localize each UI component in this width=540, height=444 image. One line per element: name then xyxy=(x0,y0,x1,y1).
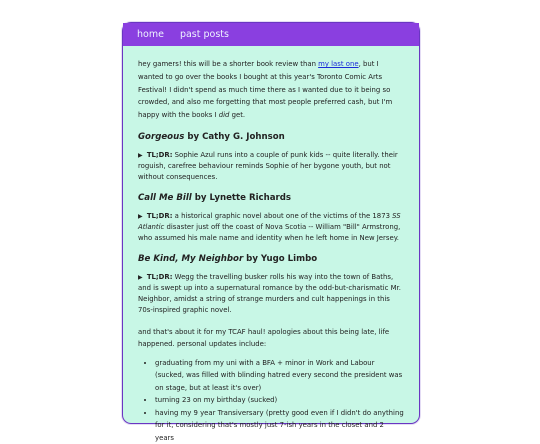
tldr-details-be-kind[interactable]: ▶ TL;DR: Wegg the travelling busker rolls his way into the town of Baths, and is swept up into a supernatural romance by the odd-but-charismatic Mr. Neighbor, amidst a string of strange murders and cult happenings in this 70s-inspired graphic novel. xyxy=(138,272,401,314)
intro-paragraph: hey gamers! this will be a shorter book review than my last one, but I wanted to go over the books I bought at this year's Toronto Comic Arts Festival! I didn't spend as much time there as I wanted due to it being so crowded, and also me forgetting that most people preferred cash, but I'm happy with the books I did get. xyxy=(138,60,393,120)
review-heading-gorgeous: Gorgeous by Cathy G. Johnson xyxy=(138,131,285,142)
disclosure-triangle-icon[interactable]: ▶ xyxy=(138,151,143,159)
tldr-details-call-me-bill[interactable]: ▶ TL;DR: a historical graphic novel about one of the victims of the 1873 SS Atlantic disaster just off the coast of Nova Scotia -- William "Bill" Armstrong, who assumed his male name and identity when he left home in New Jersey. xyxy=(138,211,401,242)
nav-home-link[interactable]: home xyxy=(137,29,164,40)
disclosure-triangle-icon[interactable]: ▶ xyxy=(138,273,143,281)
top-nav xyxy=(123,23,419,46)
blog-card xyxy=(122,22,420,442)
review-heading-be-kind: Be Kind, My Neighbor by Yugo Limbo xyxy=(138,253,318,264)
disclosure-triangle-icon[interactable]: ▶ xyxy=(138,212,143,220)
last-review-link[interactable]: my last one xyxy=(318,60,359,68)
list-item: • turning 23 on my birthday (sucked) xyxy=(155,394,405,407)
list-item: • graduating from my uni with a BFA + minor in Work and Labour (sucked, was filled with blinding hatred every second the president was on stage, but at least it's over) xyxy=(155,357,405,395)
nav-past-posts-link[interactable]: past posts xyxy=(179,29,229,40)
personal-updates-list xyxy=(138,357,405,444)
tldr-details-gorgeous[interactable]: ▶ TL;DR: Sophie Azul runs into a couple of punk kids -- quite literally. their roguish, carefree behaviour reminds Sophie of her bygone youth, but not without consequences. xyxy=(138,150,398,181)
outro-paragraph: and that's about it for my TCAF haul! apologies about this being late, life happened. personal updates include: xyxy=(138,327,390,349)
list-item: • having my 9 year Transiversary (pretty good even if I didn't do anything for it, considering that's mostly just 7-ish years in the closet and 2 years xyxy=(155,407,405,444)
review-heading-call-me-bill: Call Me Bill by Lynette Richards xyxy=(138,192,292,203)
post-content xyxy=(123,46,419,444)
